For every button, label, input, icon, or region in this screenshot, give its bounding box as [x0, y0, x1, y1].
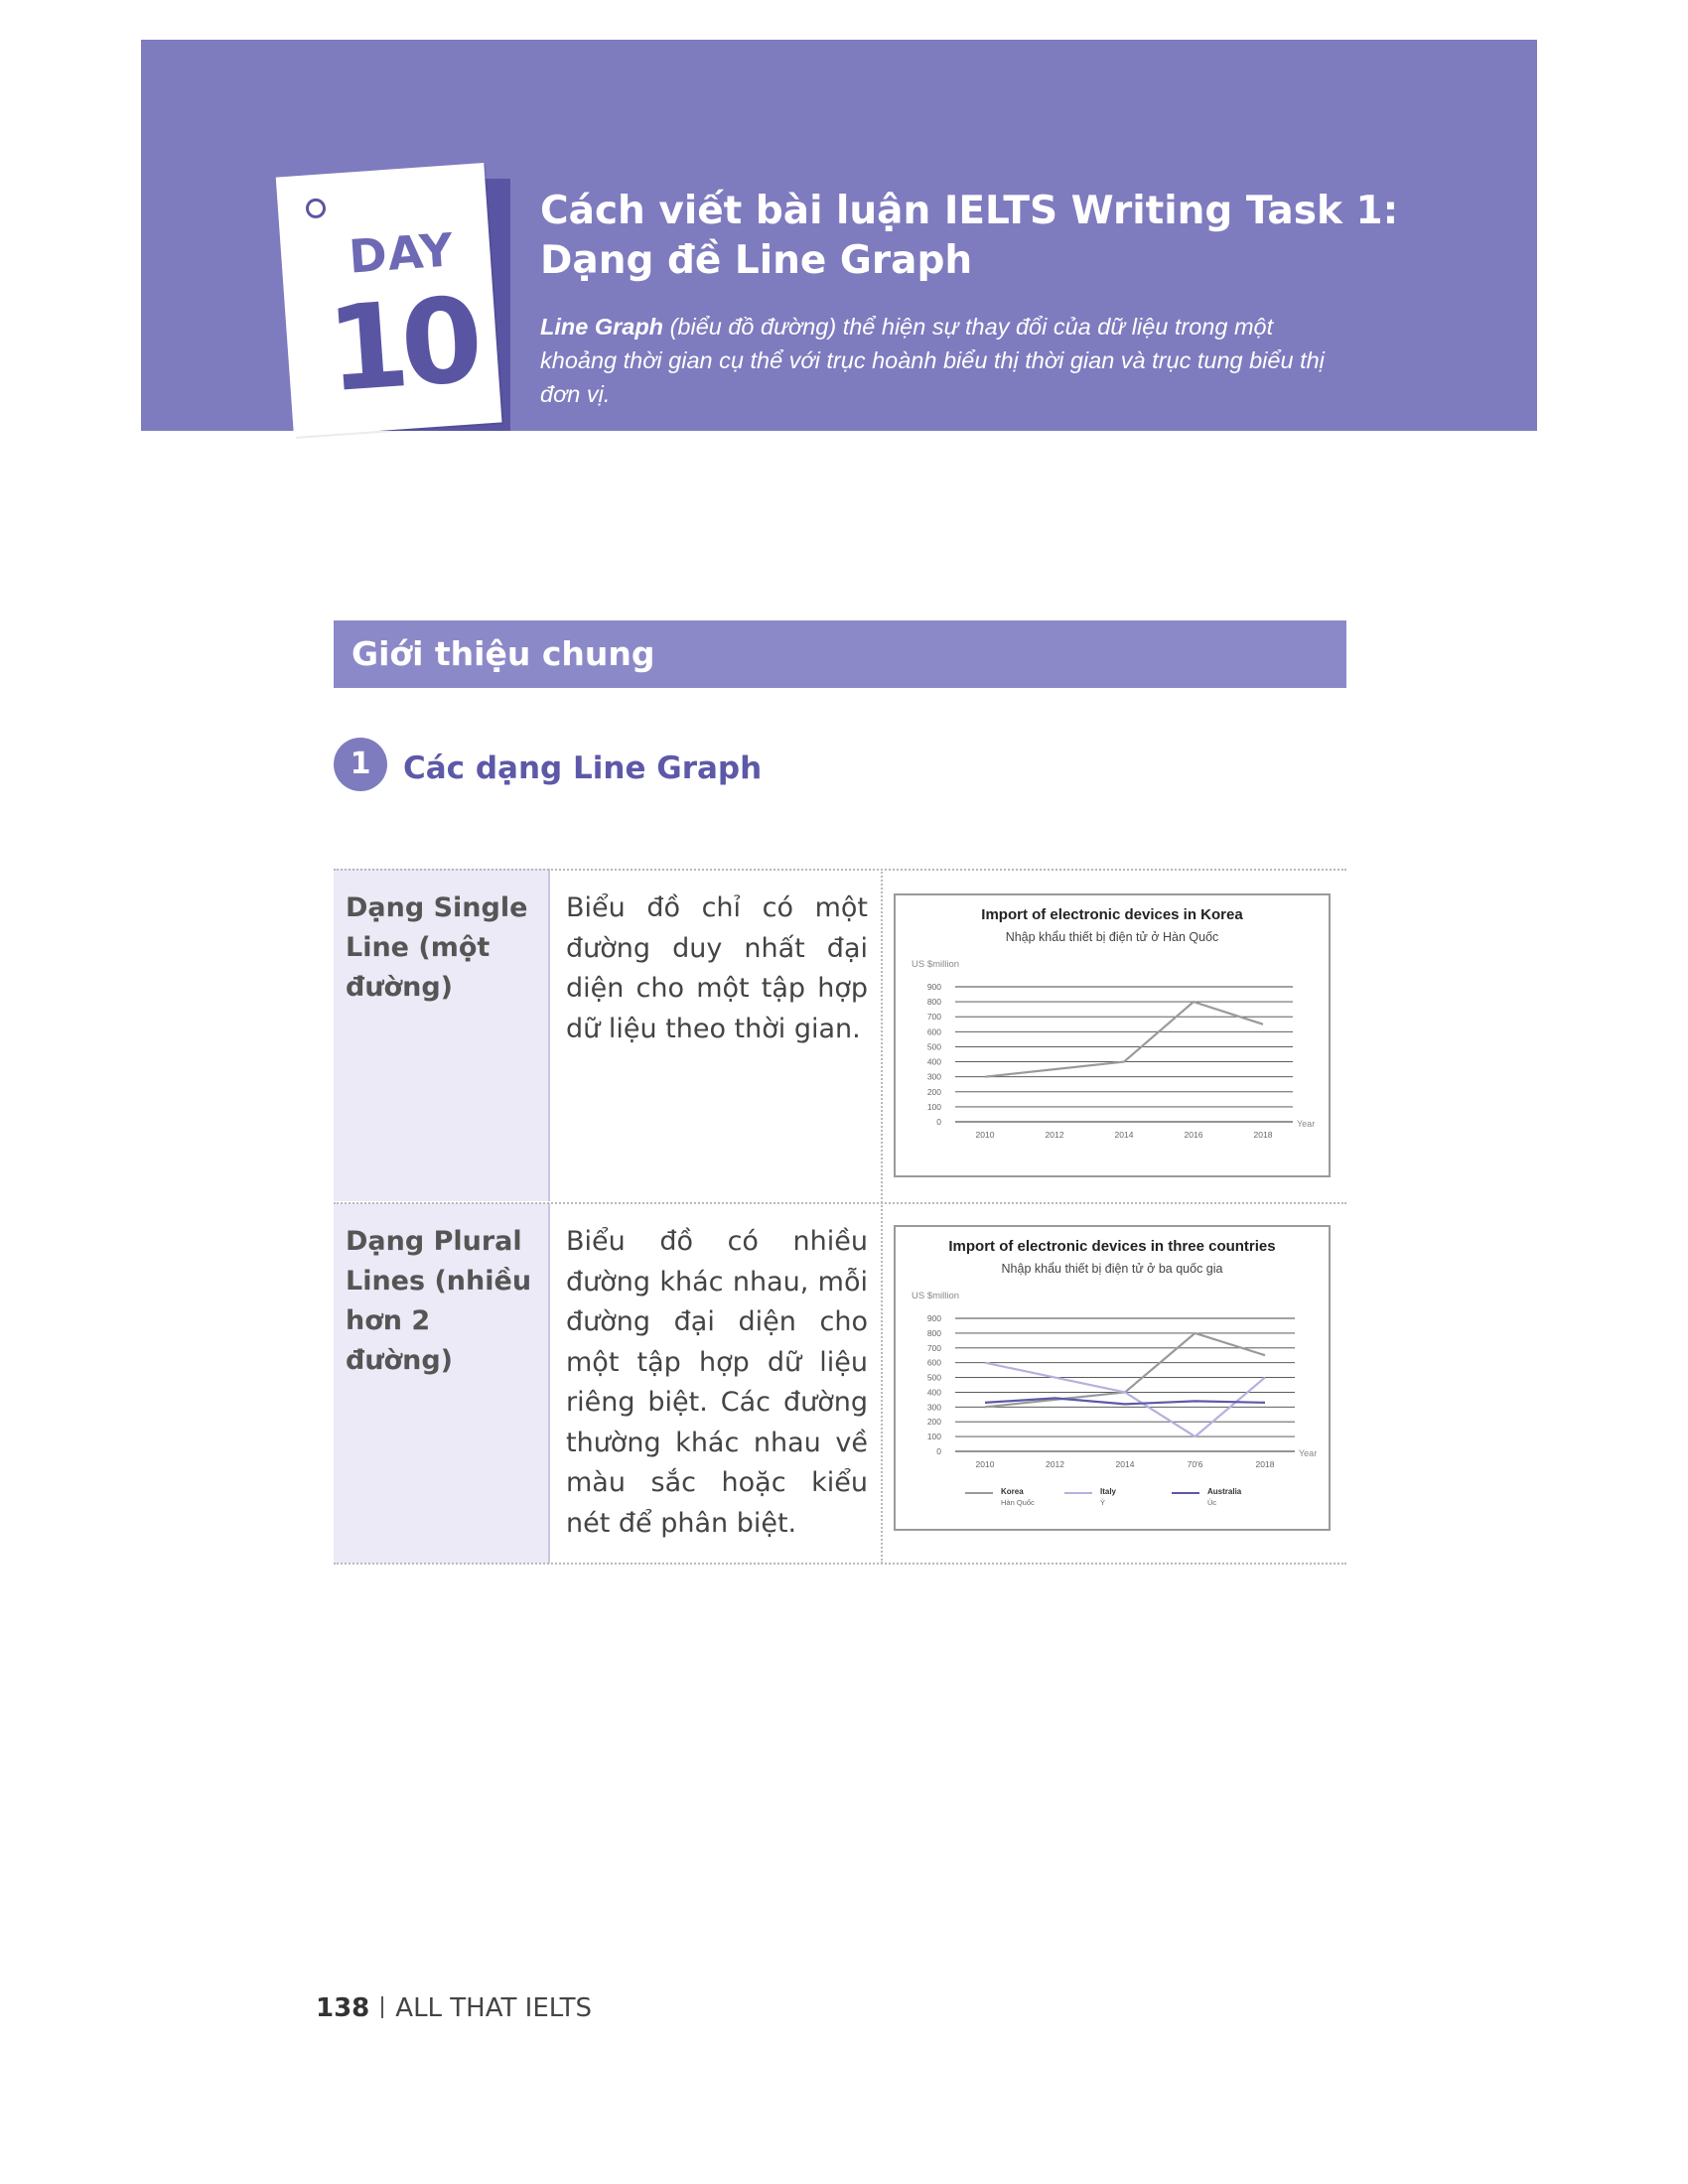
- y-axis-label: US $million: [912, 1291, 960, 1301]
- row1-label: Dạng Single Line (một đường): [346, 892, 528, 1003]
- series-line: [985, 1333, 1265, 1407]
- y-tick-label: 400: [926, 1387, 941, 1398]
- row1-description: Biểu đồ chỉ có một đường duy nhất đại diện cho một tập hợp dữ liệu theo thời gian.: [566, 892, 868, 1044]
- y-tick-label: 500: [926, 1372, 941, 1383]
- y-tick-label: 800: [926, 997, 941, 1008]
- chapter-title-line2: Dạng đề Line Graph: [540, 238, 973, 283]
- x-tick-label: 2012: [1046, 1459, 1064, 1469]
- chart-subtitle: Nhập khẩu thiết bị điện tử ở ba quốc gia: [1001, 1262, 1223, 1276]
- x-axis-label: Year: [1299, 1448, 1318, 1458]
- subsection-heading: Các dạng Line Graph: [403, 751, 763, 786]
- y-tick-label: 100: [926, 1432, 941, 1442]
- y-tick-label: 700: [926, 1012, 941, 1023]
- ring-icon: [305, 198, 326, 218]
- x-tick-label: 2016: [1184, 1130, 1203, 1140]
- y-tick-label: 0: [936, 1446, 941, 1456]
- y-tick-label: 0: [936, 1117, 941, 1127]
- description-lead: Line Graph: [540, 314, 664, 340]
- table-row-divider: [334, 1202, 1346, 1204]
- chart-title: Import of electronic devices in Korea: [981, 906, 1243, 923]
- chart-subtitle: Nhập khẩu thiết bị điện tử ở Hàn Quốc: [1005, 930, 1219, 944]
- section-heading: Giới thiệu chung: [352, 634, 655, 673]
- legend-sublabel: Hàn Quốc: [1001, 1498, 1035, 1507]
- y-tick-label: 300: [926, 1402, 941, 1413]
- day-number: 10: [323, 271, 480, 419]
- chart-title: Import of electronic devices in three countries: [948, 1238, 1276, 1255]
- x-tick-label: 70'6: [1187, 1459, 1203, 1469]
- plural-lines-chart: [894, 1225, 1331, 1531]
- row2-label: Dạng Plural Lines (nhiều hơn 2 đường): [346, 1226, 532, 1376]
- page-number: 138: [316, 1993, 370, 2023]
- x-tick-label: 2018: [1253, 1130, 1273, 1140]
- y-tick-label: 700: [926, 1342, 941, 1353]
- legend-sublabel: Úc: [1207, 1498, 1217, 1507]
- legend-sublabel: Ý: [1100, 1498, 1106, 1507]
- y-tick-label: 100: [926, 1101, 941, 1112]
- description-rest: (biểu đồ đường) thể hiện sự thay đổi của dữ liệu trong một khoảng thời gian cụ thể với trục hoành biểu thị thời gian và trục tung biểu thị đơn vị.: [540, 314, 1325, 407]
- table-column-divider: [881, 869, 883, 1564]
- day-card: [276, 163, 502, 437]
- x-axis-label: Year: [1297, 1119, 1316, 1129]
- x-tick-label: 2018: [1255, 1459, 1275, 1469]
- x-tick-label: 2014: [1115, 1459, 1135, 1469]
- x-tick-label: 2012: [1045, 1130, 1064, 1140]
- single-line-chart: [894, 893, 1331, 1177]
- y-tick-label: 900: [926, 1313, 941, 1323]
- table-border-bottom: [334, 1563, 1346, 1565]
- y-tick-label: 800: [926, 1327, 941, 1338]
- legend-label: Italy: [1100, 1487, 1117, 1496]
- section-heading-bar: [334, 620, 1346, 688]
- day-label: DAY: [347, 222, 456, 284]
- footer-separator: [381, 1996, 383, 2018]
- line-graph-types-table: [334, 869, 1346, 1564]
- legend-label: Korea: [1001, 1487, 1024, 1496]
- y-tick-label: 200: [926, 1086, 941, 1097]
- plural-lines-chart-svg: [896, 1227, 1329, 1529]
- x-tick-label: 2010: [975, 1459, 995, 1469]
- y-axis-label: US $million: [912, 959, 960, 970]
- y-tick-label: 200: [926, 1417, 941, 1428]
- x-tick-label: 2014: [1114, 1130, 1134, 1140]
- table-border-top: [334, 869, 1346, 871]
- book-title: ALL THAT IELTS: [395, 1993, 593, 2023]
- y-tick-label: 400: [926, 1056, 941, 1067]
- row2-description: Biểu đồ có nhiều đường khác nhau, mỗi đường đại diện cho một tập hợp dữ liệu riêng biệt. Các đường thường khác nhau về màu sắc hoặc kiểu nét để phân biệt.: [566, 1226, 868, 1539]
- chapter-title-line1: Cách viết bài luận IELTS Writing Task 1:: [540, 189, 1399, 233]
- chapter-title: [540, 187, 1434, 286]
- y-tick-label: 600: [926, 1026, 941, 1037]
- y-tick-label: 300: [926, 1071, 941, 1082]
- x-tick-label: 2010: [975, 1130, 995, 1140]
- y-tick-label: 900: [926, 982, 941, 992]
- y-tick-label: 500: [926, 1041, 941, 1052]
- series-line: [985, 1002, 1263, 1077]
- page-footer: [316, 1993, 592, 2023]
- subsection-number: 1: [334, 738, 387, 791]
- y-tick-label: 600: [926, 1357, 941, 1368]
- chapter-description: [540, 310, 1325, 411]
- legend-label: Australia: [1207, 1487, 1242, 1496]
- single-line-chart-svg: [896, 895, 1329, 1175]
